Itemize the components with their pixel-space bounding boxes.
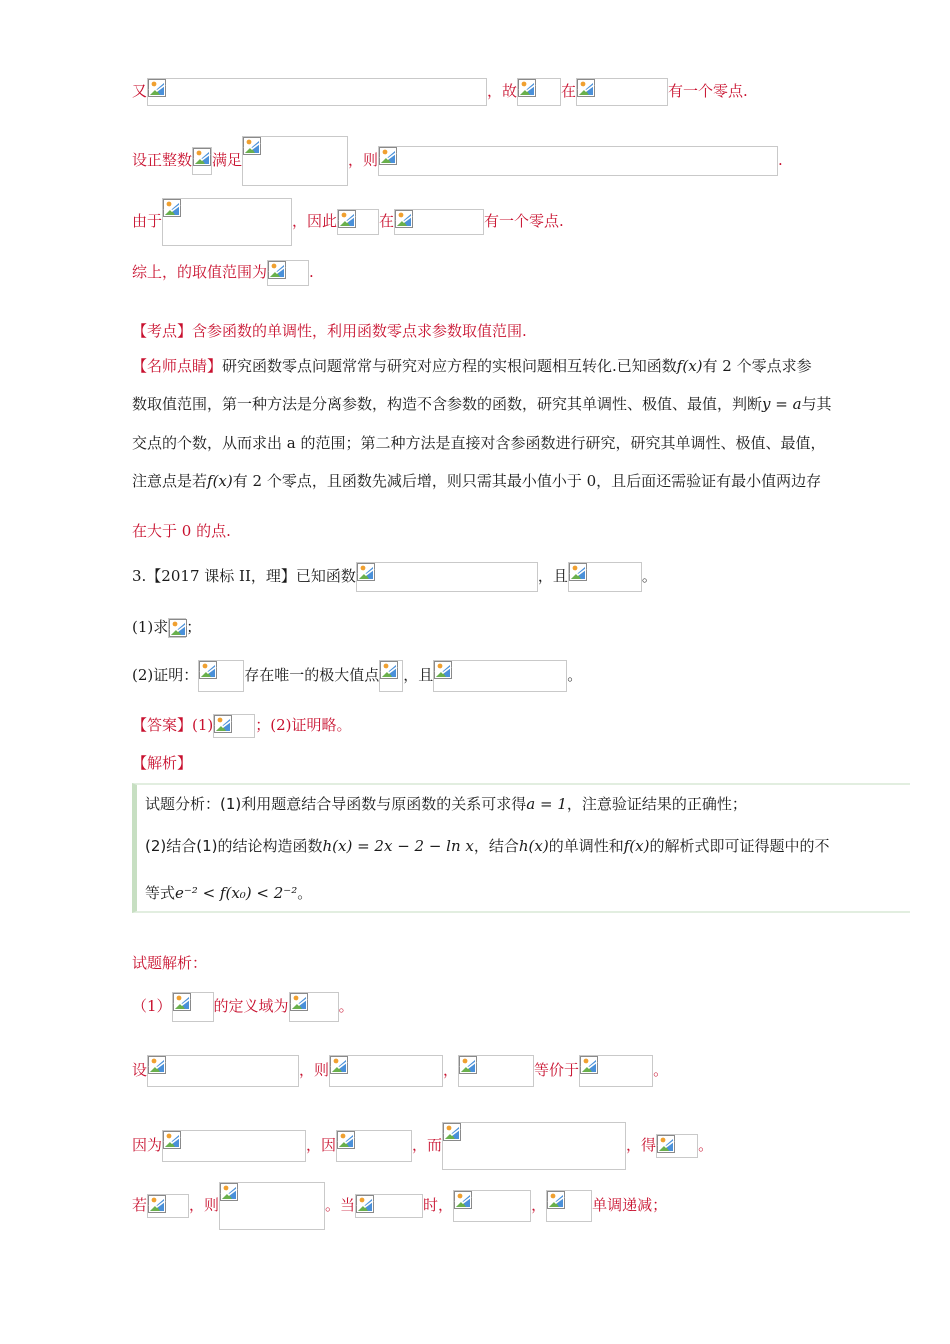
text-line bbox=[132, 260, 920, 286]
broken-image-icon bbox=[454, 1191, 472, 1209]
text: ，且 bbox=[537, 567, 568, 585]
text: 。 bbox=[297, 884, 313, 902]
broken-image-icon bbox=[395, 210, 413, 228]
math-hx: h(x) bbox=[518, 837, 549, 855]
mingshi-line-4 bbox=[132, 470, 920, 492]
formula-image bbox=[267, 260, 309, 286]
broken-image-icon bbox=[169, 619, 187, 637]
text: 设正整数 bbox=[132, 151, 193, 169]
formula-image bbox=[198, 660, 244, 692]
broken-image-icon bbox=[199, 661, 217, 679]
formula-image bbox=[546, 1190, 592, 1222]
text: ，得 bbox=[626, 1136, 657, 1154]
question-3-part-2 bbox=[132, 660, 920, 692]
formula-image bbox=[147, 1055, 299, 1087]
text: 【答案】(1) bbox=[132, 716, 214, 734]
formula-image bbox=[289, 992, 339, 1022]
text: ，而 bbox=[412, 1136, 443, 1154]
text: 若 bbox=[132, 1196, 148, 1214]
formula-image bbox=[336, 1130, 412, 1162]
broken-image-icon bbox=[330, 1056, 348, 1074]
math-fx: f(x) bbox=[207, 472, 233, 490]
text: 有 2 个零点求参 bbox=[702, 357, 812, 375]
analysis-line-3 bbox=[145, 882, 312, 903]
broken-image-icon bbox=[148, 79, 166, 97]
broken-image-icon bbox=[173, 993, 191, 1011]
text: ， bbox=[531, 1196, 547, 1214]
broken-image-icon bbox=[193, 148, 211, 166]
formula-image bbox=[162, 198, 292, 246]
text: ，则 bbox=[348, 151, 379, 169]
text: 的解析式即可证得题中的不 bbox=[649, 837, 830, 855]
broken-image-icon bbox=[337, 1131, 355, 1149]
text: ，因 bbox=[306, 1136, 337, 1154]
text: . bbox=[778, 151, 783, 169]
question-3-part-1 bbox=[132, 616, 920, 638]
text: 研究函数零点问题常常与研究对应方程的实根问题相互转化.已知函数 bbox=[222, 357, 677, 375]
text: 有一个零点. bbox=[484, 212, 564, 230]
text: 设 bbox=[132, 1061, 148, 1079]
text: 在 bbox=[379, 212, 395, 230]
mingshi-line-5: 在大于 0 的点. bbox=[132, 522, 231, 540]
text: 满足 bbox=[212, 151, 243, 169]
text: ， bbox=[443, 1061, 459, 1079]
analysis-line-2 bbox=[145, 835, 829, 856]
text: 在 bbox=[561, 82, 577, 100]
text: (2)结合(1)的结论构造函数 bbox=[145, 837, 323, 855]
text: 等价于 bbox=[534, 1061, 580, 1079]
text: ，故 bbox=[487, 82, 518, 100]
text: ； bbox=[186, 618, 202, 636]
text-line bbox=[132, 78, 920, 106]
broken-image-icon bbox=[380, 661, 398, 679]
formula-image bbox=[192, 147, 212, 175]
formula-image bbox=[162, 1130, 306, 1162]
broken-image-icon bbox=[547, 1191, 565, 1209]
mingshi-line-3: 交点的个数，从而求出 a 的范围；第二种方法是直接对含参函数进行研究，研究其单调性、极值、最值， bbox=[132, 434, 826, 452]
math-fx: f(x) bbox=[676, 357, 703, 375]
formula-image bbox=[355, 1194, 423, 1218]
math-eq: h(x) = 2x − 2 − ln x bbox=[322, 837, 474, 855]
text-line bbox=[132, 198, 920, 246]
text: 与其 bbox=[801, 395, 832, 413]
formula-image bbox=[458, 1055, 534, 1087]
answer-line bbox=[132, 714, 920, 738]
broken-image-icon bbox=[356, 1195, 374, 1213]
text: 又 bbox=[132, 82, 148, 100]
text: (2)证明： bbox=[132, 666, 199, 684]
formula-image bbox=[394, 209, 484, 235]
text: 。当 bbox=[325, 1196, 356, 1214]
formula-image bbox=[242, 136, 348, 186]
text: ，注意验证结果的正确性； bbox=[566, 795, 747, 813]
solution-line-1 bbox=[132, 992, 920, 1022]
formula-image bbox=[517, 78, 561, 106]
shiti-heading: 试题解析： bbox=[132, 954, 208, 972]
mingshi-line-2 bbox=[132, 393, 920, 415]
broken-image-icon bbox=[357, 563, 375, 581]
formula-image bbox=[147, 1194, 189, 1218]
broken-image-icon bbox=[459, 1056, 477, 1074]
text: 。 bbox=[698, 1136, 714, 1154]
text: ，则 bbox=[299, 1061, 330, 1079]
formula-image bbox=[168, 618, 186, 638]
math-eq: e⁻² < f(x₀) < 2⁻² bbox=[175, 884, 298, 902]
formula-image bbox=[433, 660, 567, 692]
broken-image-icon bbox=[148, 1195, 166, 1213]
text: 的定义域为 bbox=[213, 997, 289, 1015]
formula-image bbox=[213, 714, 255, 738]
formula-image bbox=[568, 562, 642, 592]
text: ，则 bbox=[189, 1196, 220, 1214]
text: ；(2)证明略。 bbox=[255, 716, 352, 734]
broken-image-icon bbox=[379, 147, 397, 165]
text: 。 bbox=[338, 997, 354, 1015]
solution-line-2 bbox=[132, 1055, 920, 1087]
text: 。 bbox=[653, 1061, 669, 1079]
mingshi-line-1 bbox=[132, 355, 920, 377]
text: 数取值范围，第一种方法是分离参数，构造不含参数的函数，研究其单调性、极值、最值，判断 bbox=[132, 395, 763, 413]
formula-image bbox=[337, 209, 379, 235]
solution-line-3 bbox=[132, 1122, 920, 1170]
formula-image bbox=[579, 1055, 653, 1087]
jiexi-heading: 【解析】 bbox=[132, 754, 193, 772]
formula-image bbox=[329, 1055, 443, 1087]
math-fx: f(x) bbox=[623, 837, 650, 855]
text: 等式 bbox=[145, 884, 176, 902]
broken-image-icon bbox=[243, 137, 261, 155]
broken-image-icon bbox=[434, 661, 452, 679]
formula-image bbox=[576, 78, 668, 106]
formula-image bbox=[453, 1190, 531, 1222]
broken-image-icon bbox=[569, 563, 587, 581]
formula-image bbox=[219, 1182, 325, 1230]
broken-image-icon bbox=[163, 199, 181, 217]
text: 。 bbox=[641, 567, 657, 585]
text: . bbox=[309, 263, 314, 281]
formula-image bbox=[442, 1122, 626, 1170]
text: 时， bbox=[423, 1196, 454, 1214]
text: ，结合 bbox=[473, 837, 519, 855]
broken-image-icon bbox=[268, 261, 286, 279]
text: 由于 bbox=[132, 212, 163, 230]
broken-image-icon bbox=[148, 1056, 166, 1074]
analysis-box bbox=[132, 783, 910, 913]
formula-image bbox=[378, 146, 778, 176]
text: 单调递减； bbox=[592, 1196, 668, 1214]
broken-image-icon bbox=[290, 993, 308, 1011]
text: (1)求 bbox=[132, 618, 169, 636]
text: 有 2 个零点，且函数先减后增，则只需其最小值小于 0，且后面还需验证有最小值两边存 bbox=[232, 472, 822, 490]
broken-image-icon bbox=[657, 1135, 675, 1153]
text: ，因此 bbox=[292, 212, 338, 230]
kaodian: 【考点】含参函数的单调性，利用函数零点求参数取值范围. bbox=[132, 322, 527, 340]
formula-image bbox=[656, 1134, 698, 1158]
math-eq: y = a bbox=[762, 395, 802, 413]
text: 存在唯一的极大值点 bbox=[244, 666, 380, 684]
broken-image-icon bbox=[580, 1056, 598, 1074]
analysis-line-1 bbox=[145, 793, 747, 814]
mingshi-head: 【名师点睛】 bbox=[132, 357, 223, 375]
text: 注意点是若 bbox=[132, 472, 208, 490]
text: 有一个零点. bbox=[668, 82, 748, 100]
solution-line-4 bbox=[132, 1182, 920, 1230]
text: （1） bbox=[132, 997, 172, 1015]
broken-image-icon bbox=[338, 210, 356, 228]
formula-image bbox=[172, 992, 214, 1022]
broken-image-icon bbox=[214, 715, 232, 733]
text: 的单调性和 bbox=[548, 837, 624, 855]
broken-image-icon bbox=[518, 79, 536, 97]
math-eq: a = 1 bbox=[526, 795, 567, 813]
formula-image bbox=[356, 562, 538, 592]
broken-image-icon bbox=[577, 79, 595, 97]
question-3 bbox=[132, 562, 920, 592]
broken-image-icon bbox=[443, 1123, 461, 1141]
broken-image-icon bbox=[163, 1131, 181, 1149]
formula-image bbox=[147, 78, 487, 106]
text: 综上，的取值范围为 bbox=[132, 263, 268, 281]
broken-image-icon bbox=[220, 1183, 238, 1201]
text: 试题分析：(1)利用题意结合导函数与原函数的关系可求得 bbox=[145, 795, 527, 813]
text-line bbox=[132, 136, 920, 186]
text: 。 bbox=[567, 666, 583, 684]
text: 3.【2017 课标 II，理】已知函数 bbox=[132, 567, 356, 585]
text: ，且 bbox=[403, 666, 434, 684]
formula-image bbox=[379, 660, 403, 692]
text: 因为 bbox=[132, 1136, 163, 1154]
